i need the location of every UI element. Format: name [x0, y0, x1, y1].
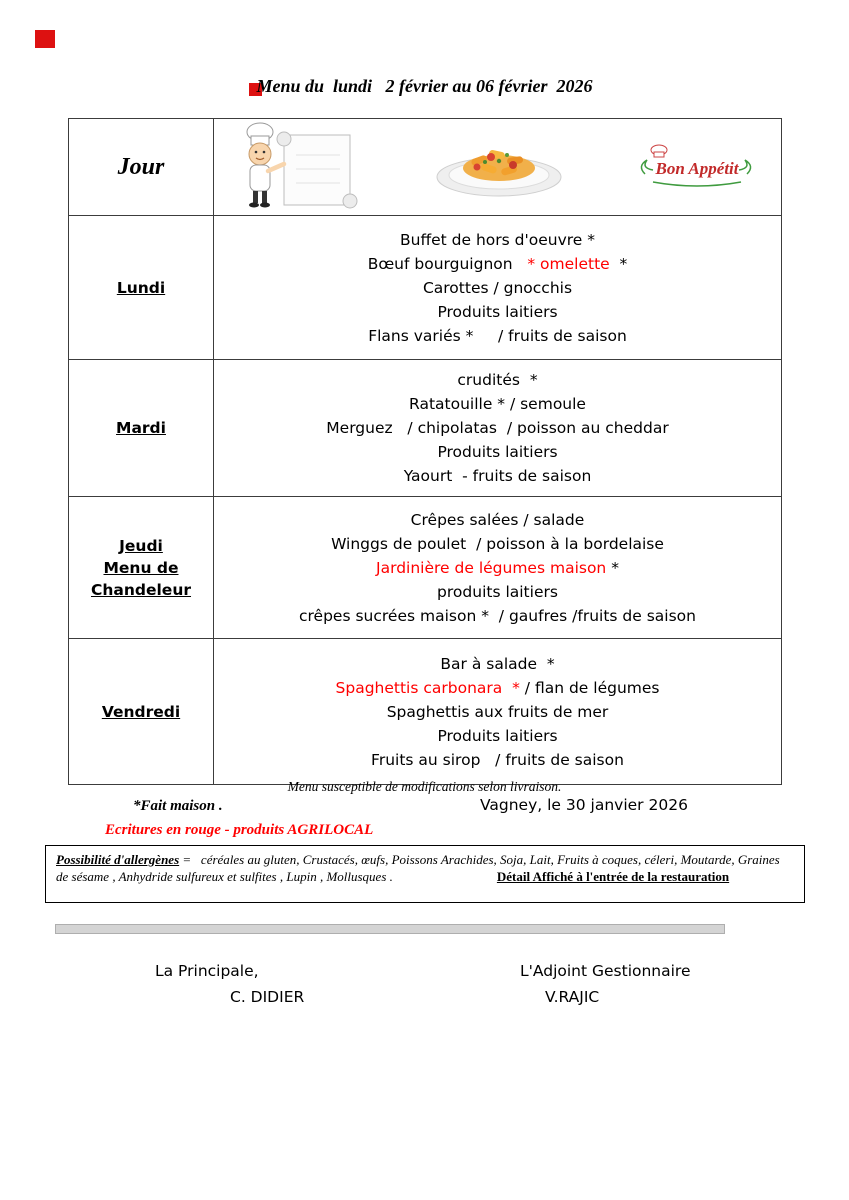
- menu-line: [423, 276, 572, 300]
- menu-text-segment: Spaghettis carbonara *: [335, 678, 525, 697]
- menu-line: [387, 700, 609, 724]
- agrilocal-note: Ecritures en rouge - produits AGRILOCAL: [105, 822, 374, 838]
- menu-text-segment: Winggs de poulet / poisson à la bordelaise: [331, 534, 664, 553]
- menu-text-segment: Yaourt - fruits de saison: [403, 467, 592, 485]
- fait-maison-note: *Fait maison .: [133, 798, 223, 814]
- menu-text-segment: Spaghettis aux fruits de mer: [386, 702, 609, 721]
- menu-line: [400, 228, 595, 252]
- menu-line: [404, 464, 592, 488]
- allergen-separator: =: [179, 852, 201, 867]
- menu-line: [437, 724, 557, 748]
- menu-cell: [214, 497, 781, 638]
- principal-name: C. DIDIER: [230, 988, 305, 1006]
- menu-text-segment: Crêpes salées / salade: [410, 510, 585, 529]
- menu-text-segment: Produits laitiers: [437, 726, 558, 745]
- menu-line: [331, 532, 664, 556]
- allergen-box: [45, 845, 805, 903]
- day-label: Lundi: [116, 278, 166, 297]
- menu-text-segment: Merguez / chipolatas / poisson au cheddar: [326, 419, 669, 437]
- menu-line: [299, 604, 696, 628]
- day-cell: [69, 639, 214, 784]
- table-header-images: [214, 119, 781, 215]
- chef-with-menu-scroll-icon: [238, 121, 362, 213]
- menu-line: [437, 440, 557, 464]
- day-label: Vendredi: [101, 702, 181, 721]
- menu-text-segment: *: [614, 254, 628, 273]
- menu-table: [68, 118, 782, 785]
- menu-row: [69, 215, 781, 359]
- day-cell: [69, 216, 214, 359]
- page-title: Menu du lundi 2 février au 06 février 2026: [256, 76, 593, 96]
- allergen-detail: Détail Affiché à l'entrée de la restauration: [496, 869, 730, 884]
- menu-text-segment: crêpes sucrées maison * / gaufres /fruits de saison: [299, 606, 696, 625]
- menu-line: [411, 508, 585, 532]
- menu-text-segment: *: [611, 558, 619, 577]
- menu-text-segment: produits laitiers: [437, 582, 558, 601]
- menu-text-segment: Fruits au sirop / fruits de saison: [371, 750, 624, 769]
- bon-appetit-logo: [635, 142, 757, 192]
- menu-text-segment: Buffet de hors d'oeuvre *: [399, 230, 596, 249]
- menu-line: [368, 324, 627, 348]
- menu-text-segment: Ratatouille * / semoule: [409, 395, 586, 413]
- menu-text-segment: Carottes / gnocchis: [422, 278, 573, 297]
- menu-line: [368, 252, 628, 276]
- menu-line: [371, 748, 624, 772]
- day-label: Mardi: [116, 419, 166, 437]
- day-cell: [69, 497, 214, 638]
- menu-text-segment: / flan de légumes: [524, 678, 660, 697]
- red-marker-top-left: [35, 30, 55, 48]
- menu-row: [69, 359, 781, 496]
- allergen-list: céréales au gluten, Crustacés, œufs, Poissons Arachides, Soja, Lait, Fruits à coques, céleri, Moutarde, Graines de sésame , Anhydride sulfureux et sulfites , Lupin , Mollusques .: [56, 852, 783, 884]
- menu-row: [69, 496, 781, 638]
- menu-text-segment: * omelette: [527, 254, 615, 273]
- menu-line: [437, 580, 558, 604]
- menu-row: [69, 638, 781, 784]
- menu-line: [437, 300, 557, 324]
- place-date: Vagney, le 30 janvier 2026: [480, 796, 688, 814]
- menu-text-segment: Produits laitiers: [437, 443, 558, 461]
- menu-cell: [214, 639, 781, 784]
- divider-bar: [55, 924, 725, 934]
- day-label: Jeudi: [119, 536, 163, 555]
- menu-text-segment: Bar à salade *: [440, 654, 555, 673]
- menu-line: [440, 652, 554, 676]
- menu-text-segment: Flans variés * / fruits de saison: [368, 326, 627, 345]
- day-label: Menu de: [103, 558, 179, 577]
- menu-cell: [214, 360, 781, 496]
- allergen-title: Possibilité d'allergènes: [56, 852, 180, 867]
- bon-appetit-text: Bon Appétit: [655, 159, 739, 178]
- adjoint-title: L'Adjoint Gestionnaire: [520, 962, 691, 980]
- jour-header-cell: Jour: [69, 119, 214, 215]
- menu-line: [409, 392, 586, 416]
- menu-line: [457, 368, 537, 392]
- day-cell: [69, 360, 214, 496]
- principal-title: La Principale,: [155, 962, 259, 980]
- menu-line: [326, 416, 668, 440]
- adjoint-name: V.RAJIC: [545, 988, 600, 1006]
- table-header-row: [69, 119, 781, 215]
- modification-note: Menu susceptible de modifications selon livraison.: [287, 779, 562, 794]
- menu-cell: [214, 216, 781, 359]
- menu-line: [336, 676, 660, 700]
- menu-line: [376, 556, 619, 580]
- menu-text-segment: Produits laitiers: [437, 302, 558, 321]
- menu-text-segment: crudités *: [457, 371, 538, 389]
- menu-table-body: [69, 215, 781, 784]
- day-label: Chandeleur: [90, 580, 192, 599]
- pasta-plate-icon: [433, 135, 565, 199]
- menu-text-segment: Jardinière de légumes maison: [376, 558, 612, 577]
- menu-text-segment: Bœuf bourguignon: [367, 254, 528, 273]
